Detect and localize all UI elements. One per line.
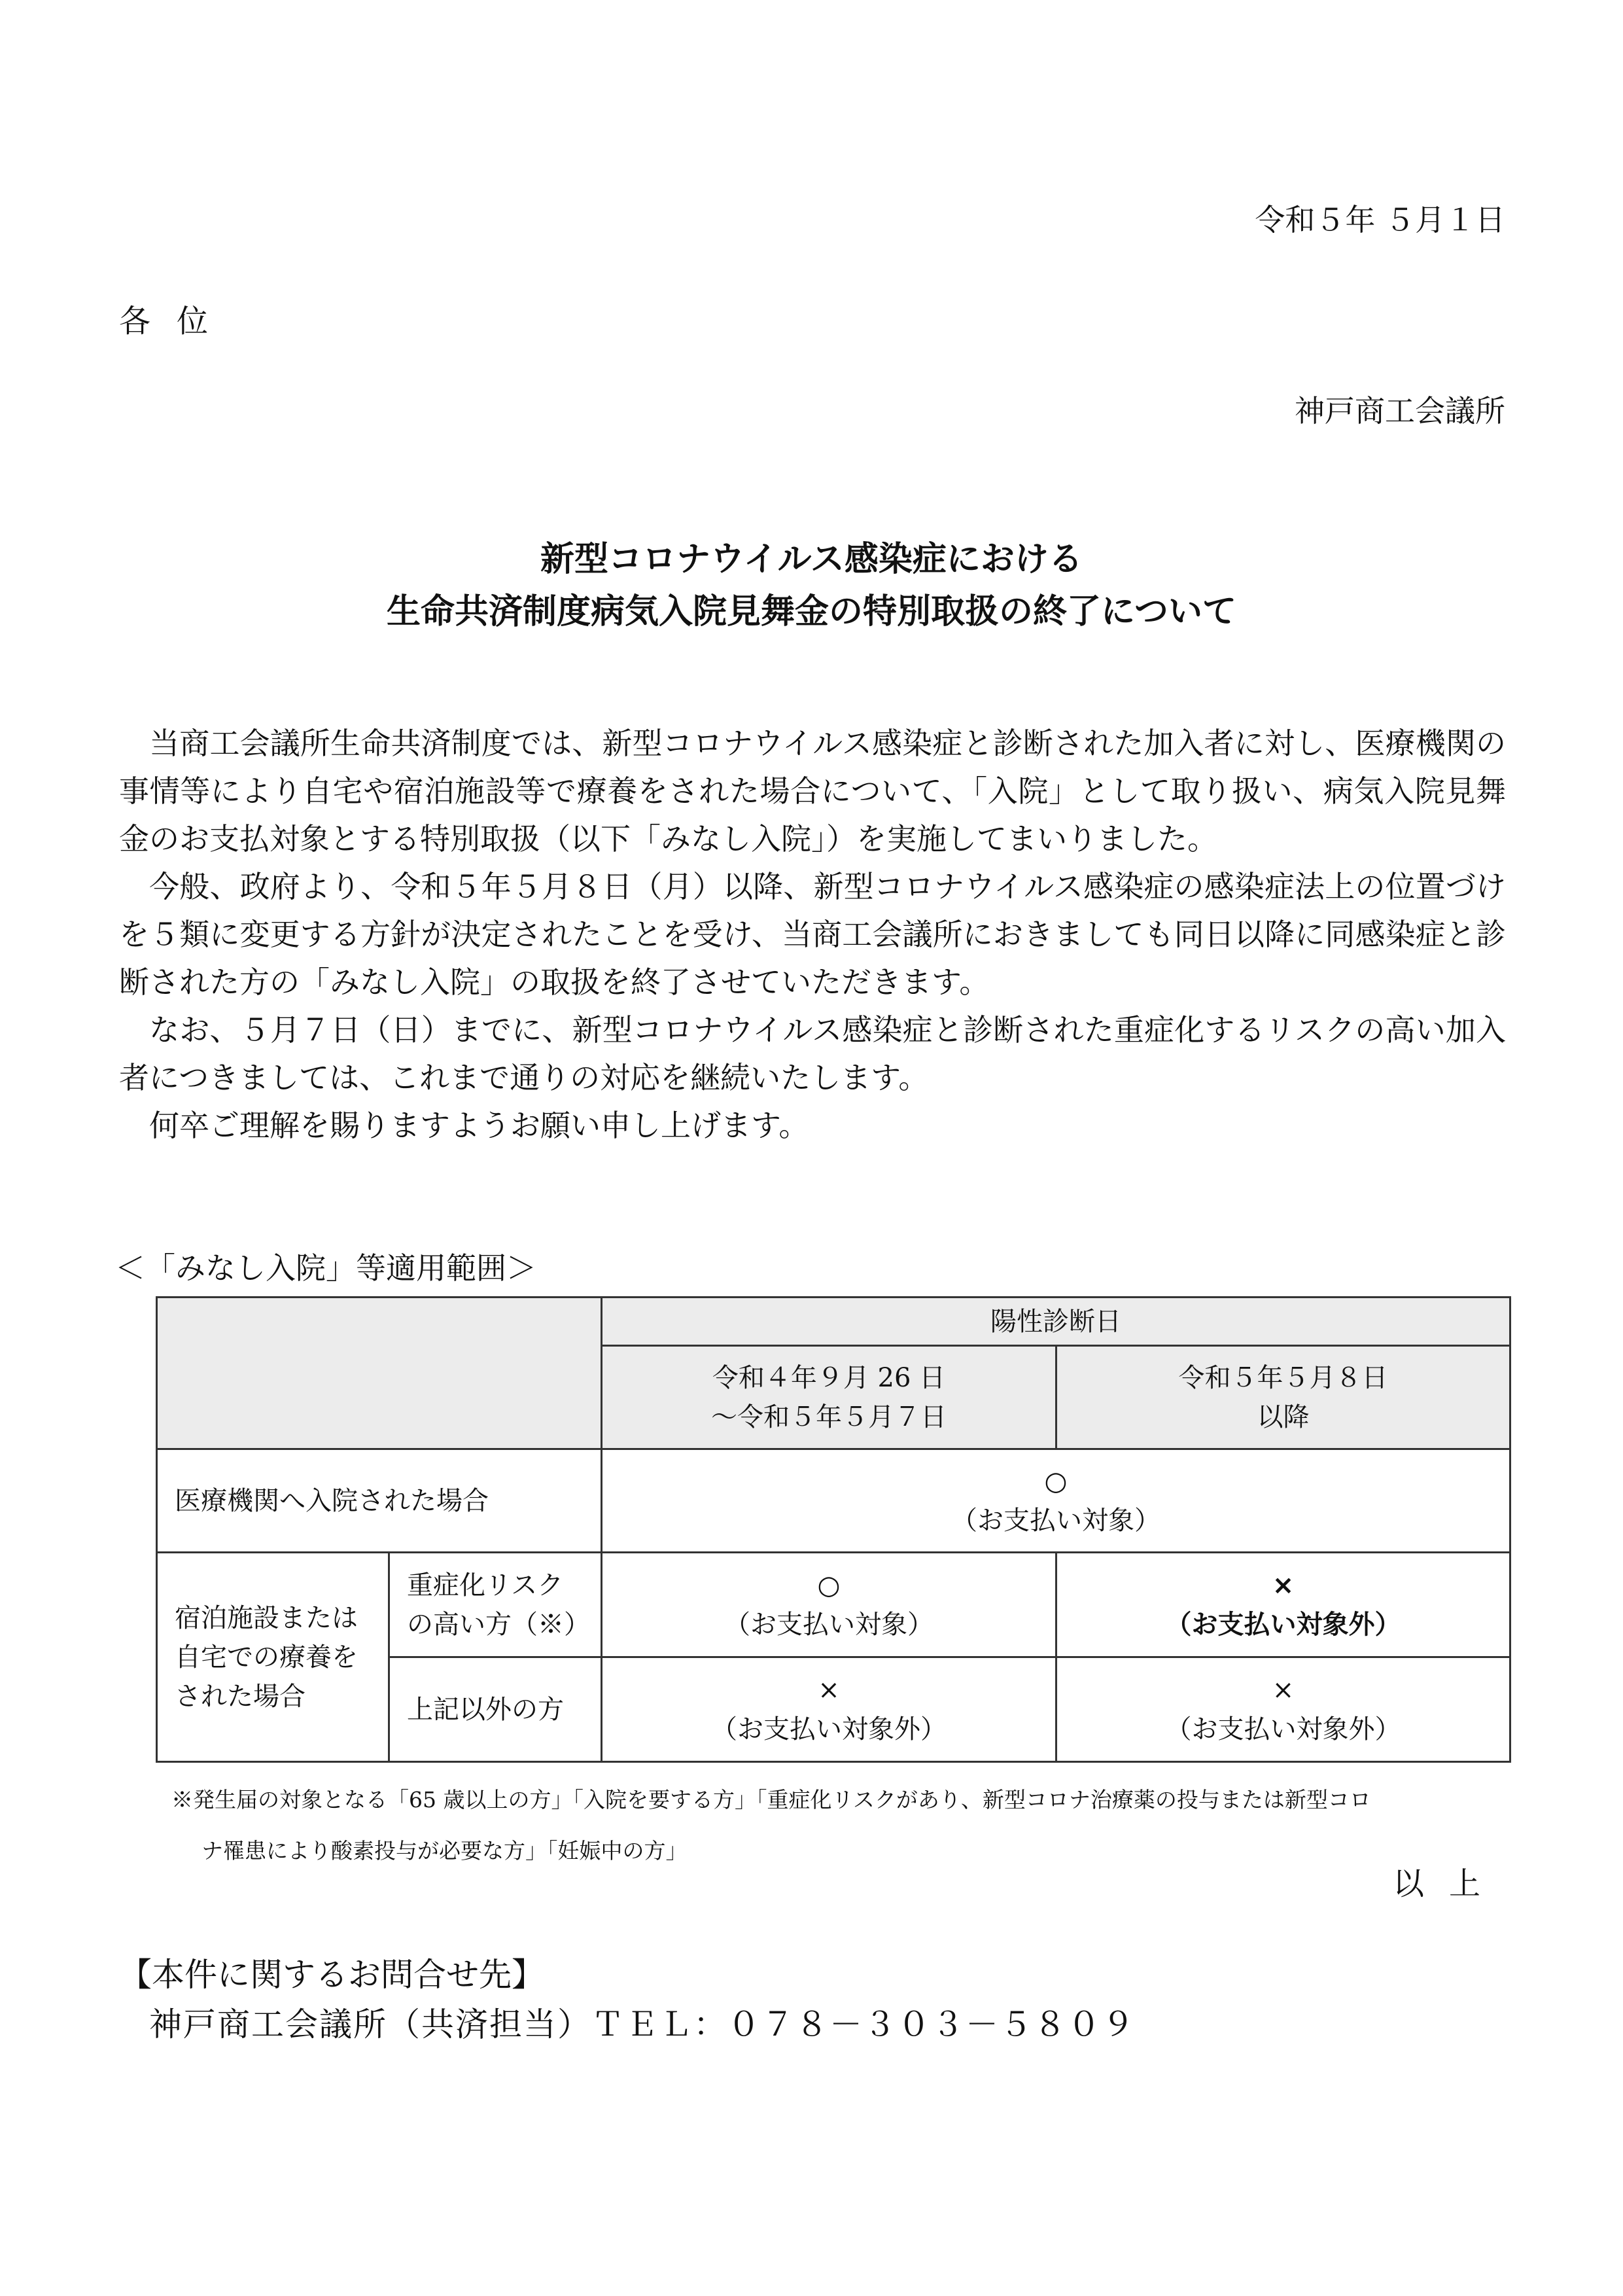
body-paragraph: 何卒ご理解を賜りますようお願い申し上げます。 [149,1108,809,1143]
footnote-line-2: ナ罹患により酸素投与が必要な方」「妊娠中の方」 [201,1838,688,1863]
row-label-home-care: 宿泊施設または 自宅での療養を された場合 [157,1553,389,1762]
cell-high-risk-period-1: ○ （お支払い対象） [602,1553,1056,1657]
closing-mark: 以上 [1392,1865,1505,1902]
recipient: 各位 [119,303,235,340]
row-label-others: 上記以外の方 [389,1657,602,1762]
body-paragraph: 今般、政府より、令和５年５月８日（月）以降、新型コロナウイルス感染症の感染症法上の位置づけを５類に変更する方針が決定されたことを受け、当商工会議所におきましても同日以降に同感染症と診断された方の「みなし入院」の取扱を終了させていただきます。 [119,869,1506,1000]
header-period-2: 令和５年５月８日 以降 [1056,1346,1510,1449]
row-label-hospitalized: 医療機関へ入院された場合 [157,1449,602,1553]
coverage-table [156,1296,1511,1763]
sender-organization: 神戸商工会議所 [1295,393,1505,429]
header-diagnosis-date: 陽性診断日 [602,1298,1510,1346]
footnote [171,1775,1519,1877]
row-label-high-risk: 重症化リスク の高い方（※） [389,1553,602,1657]
body-paragraph: なお、５月７日（日）までに、新型コロナウイルス感染症と診断された重症化するリスクの高い加入者につきましては、これまで通りの対応を継続いたします。 [119,1012,1506,1095]
document-title-line-2: 生命共済制度病気入院見舞金の特別取扱の終了について [387,592,1236,631]
body-text [119,720,1506,1150]
cell-others-period-1: × （お支払い対象外） [602,1657,1056,1762]
footnote-line-1: ※発生届の対象となる「65 歳以上の方」「入院を要する方」「重症化リスクがあり、新型コロナ治療薬の投与または新型コロ [171,1787,1371,1812]
document-date: 令和５年 ５月１日 [1255,202,1505,238]
table-corner-cell [157,1298,602,1449]
cell-hospitalized: ○ （お支払い対象） [602,1449,1510,1553]
contact-heading: 【本件に関するお問合せ先】 [119,1956,544,1994]
cell-high-risk-period-2: × （お支払い対象外） [1056,1553,1510,1657]
document-title-line-1: 新型コロナウイルス感染症における [540,540,1083,579]
body-paragraph: 当商工会議所生命共済制度では、新型コロナウイルス感染症と診断された加入者に対し、医療機関の事情等により自宅や宿泊施設等で療養をされた場合について、「入院」として取り扱い、病気入院見舞金のお支払対象とする特別取扱（以下「みなし入院」）を実施してまいりました。 [119,726,1506,857]
table-caption: ＜「みなし入院」等適用範囲＞ [115,1250,536,1286]
header-period-1: 令和４年９月 26 日 ～令和５年５月７日 [602,1346,1056,1449]
cell-others-period-2: × （お支払い対象外） [1056,1657,1510,1762]
contact-info: 神戸商工会議所（共済担当）ＴＥＬ：０７８－３０３－５８０９ [149,2005,1136,2043]
